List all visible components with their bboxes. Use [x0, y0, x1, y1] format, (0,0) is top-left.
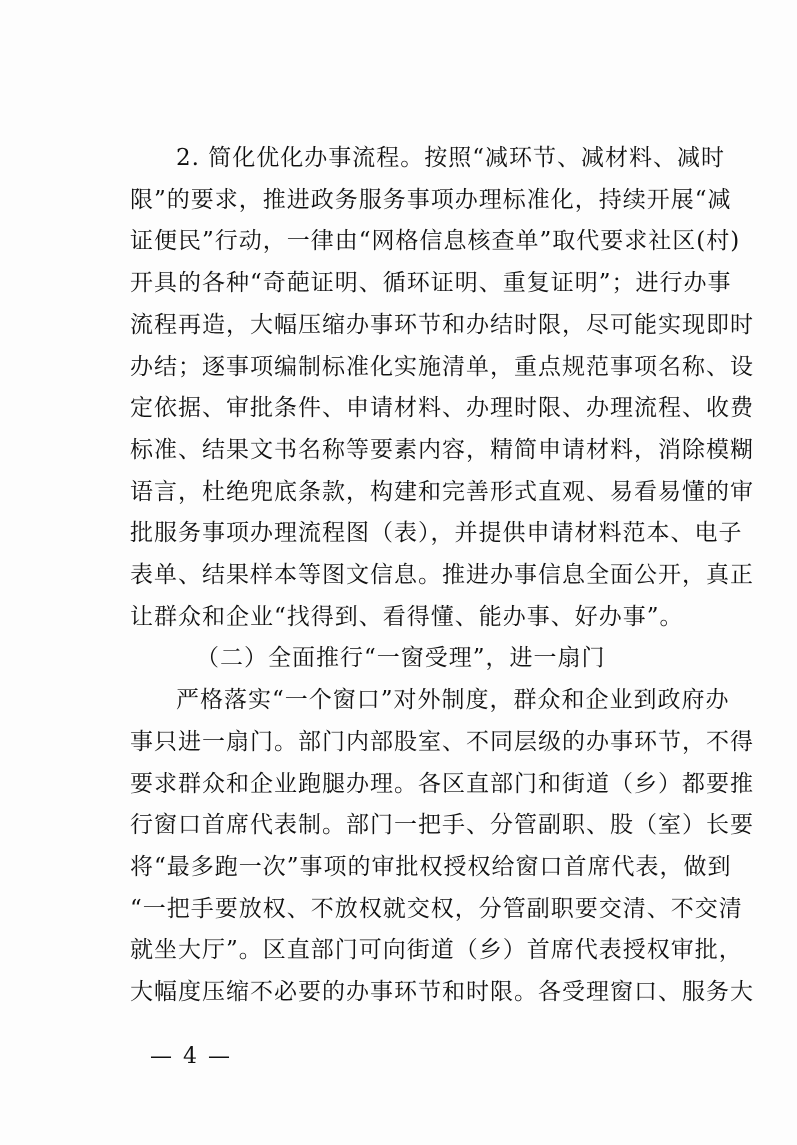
section-heading: （二）全面推行“一窗受理”，进一扇门 — [196, 645, 606, 671]
paragraph-2-line-5: 将“最多跑一次”事项的审批权授权给窗口首席代表，做到 — [130, 854, 732, 880]
paragraph-1-line-2: 限”的要求，推进政务服务事项办理标准化，持续开展“减 — [130, 187, 732, 213]
paragraph-1-line-9: 语言，杜绝兜底条款，构建和完善形式直观、易看易懂的审 — [130, 479, 754, 505]
page-number: — 4 — — [150, 1044, 232, 1069]
paragraph-1-line-1: 2. 简化优化办事流程。按照“减环节、减材料、减时 — [176, 145, 726, 171]
paragraph-1-line-3: 证便民”行动，一律由“网格信息核查单”取代要求社区(村) — [130, 228, 741, 254]
paragraph-1-line-10: 批服务事项办理流程图（表），并提供申请材料范本、电子 — [130, 520, 743, 546]
paragraph-2-line-8: 大幅度压缩不必要的办事环节和时限。各受理窗口、服务大 — [130, 979, 754, 1005]
paragraph-1-line-8: 标准、结果文书名称等要素内容，精简申请材料，消除模糊 — [130, 437, 754, 463]
paragraph-2-line-7: 就坐大厅”。区直部门可向街道（乡）首席代表授权审批， — [130, 937, 743, 963]
paragraph-1-line-6: 办结；逐事项编制标准化实施清单，重点规范事项名称、设 — [130, 354, 754, 380]
paragraph-2-line-2: 事只进一扇门。部门内部股室、不同层级的办事环节，不得 — [130, 729, 754, 755]
paragraph-2-line-6: “一把手要放权、不放权就交权，分管副职要交清、不交清 — [130, 896, 743, 922]
paragraph-2-line-1: 严格落实“一个窗口”对外制度，群众和企业到政府办 — [176, 687, 730, 713]
paragraph-1-line-7: 定依据、审批条件、申请材料、办理时限、办理流程、收费 — [130, 395, 754, 421]
paragraph-1-line-11: 表单、结果样本等图文信息。推进办事信息全面公开，真正 — [130, 562, 754, 588]
paragraph-1-line-4: 开具的各种“奇葩证明、循环证明、重复证明”；进行办事 — [130, 270, 732, 296]
paragraph-1-line-12: 让群众和企业“找得到、看得懂、能办事、好办事”。 — [130, 604, 684, 630]
paragraph-2-line-3: 要求群众和企业跑腿办理。各区直部门和街道（乡）都要推 — [130, 771, 754, 797]
paragraph-2-line-4: 行窗口首席代表制。部门一把手、分管副职、股（室）长要 — [130, 812, 754, 838]
paragraph-1-line-5: 流程再造，大幅压缩办事环节和办结时限，尽可能实现即时 — [130, 312, 754, 338]
